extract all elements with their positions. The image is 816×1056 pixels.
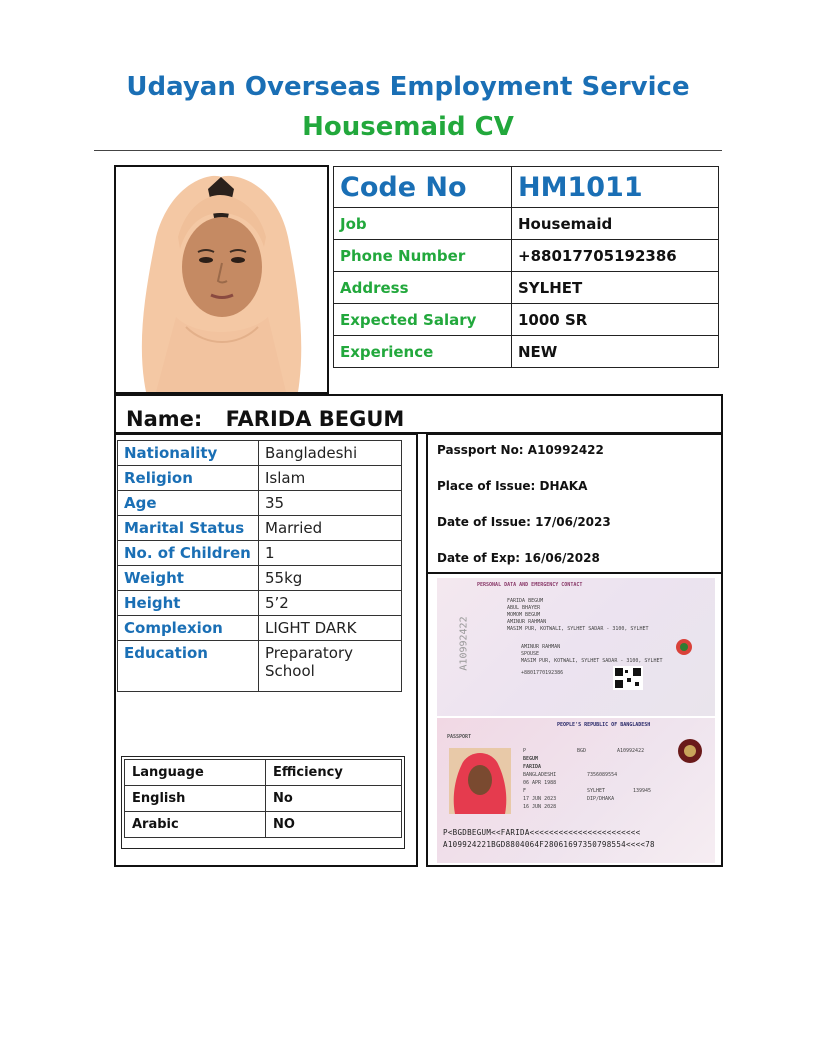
scan-father: ABUL BHAYER [507,605,541,611]
table-row [125,760,402,786]
company-title: Udayan Overseas Employment Service [126,72,690,102]
job-label: Job [334,208,512,240]
document-title: Housemaid CV [302,112,514,142]
language-table [124,759,402,838]
scan-surname: BEGUM [523,756,539,762]
scan-issue-date: 17 JUN 2023 [523,796,557,802]
scan-personal-no: 7356089554 [587,772,618,778]
passport-number: Passport No: A10992422 [437,443,604,457]
passport-scan-photo-page [437,718,715,863]
table-row [118,516,402,541]
personal-details-table [117,440,402,692]
language-name: Arabic [125,812,266,838]
summary-row [334,336,719,368]
language-header: Language [125,760,266,786]
passport-issue-date: Date of Issue: 17/06/2023 [437,515,611,529]
scan-telephone: +8801770192386 [521,670,564,676]
scan-pp-no: A10992422 [617,748,645,754]
code-row [334,167,719,208]
language-efficiency: No [266,786,402,812]
scan-nationality: BANGLADESHI [523,772,557,778]
table-row [118,641,402,692]
address-value: SYLHET [512,272,719,304]
religion-label: Religion [118,466,259,491]
code-value: HM1011 [512,167,719,208]
religion-value: Islam [259,466,402,491]
scan-spouse: AMINUR RAHMAN [507,619,547,625]
address-label: Address [334,272,512,304]
summary-row [334,240,719,272]
marital-status-value: Married [259,516,402,541]
passport-divider [428,572,721,574]
nationality-value: Bangladeshi [259,441,402,466]
scan-code: BGD [577,748,587,754]
table-row [118,591,402,616]
table-row [125,812,402,838]
summary-row [334,304,719,336]
education-value: Preparatory School [259,641,402,692]
passport-place-of-issue: Place of Issue: DHAKA [437,479,588,493]
mrz-line-1: P<BGDBEGUM<<FARIDA<<<<<<<<<<<<<<<<<<<<<<< [443,828,641,837]
children-label: No. of Children [118,541,259,566]
mrz-line-2: A109924221BGD8804064F28061697350798554<<<<78 [443,840,655,849]
scan-ec-address: MASIM PUR, KOTWALI, SYLHET SADAR - 3100, SYLHET [521,658,663,664]
marital-status-label: Marital Status [118,516,259,541]
complexion-value: LIGHT DARK [259,616,402,641]
education-label: Education [118,641,259,692]
passport-scan-personal-data [437,578,715,716]
summary-row [334,208,719,240]
salary-label: Expected Salary [334,304,512,336]
table-row [118,466,402,491]
age-value: 35 [259,491,402,516]
table-row [118,616,402,641]
height-value: 5’2 [259,591,402,616]
name-bar [114,394,723,434]
candidate-name: FARIDA BEGUM [225,407,405,431]
experience-value: NEW [512,336,719,368]
table-row [118,441,402,466]
age-label: Age [118,491,259,516]
qr-code-icon [613,666,643,690]
language-efficiency: NO [266,812,402,838]
phone-label: Phone Number [334,240,512,272]
scan-ec-name: AMINUR RAHMAN [521,644,561,650]
weight-label: Weight [118,566,259,591]
passport-emblem-icon [677,738,703,764]
phone-value: +88017705192386 [512,240,719,272]
nationality-label: Nationality [118,441,259,466]
efficiency-header: Efficiency [266,760,402,786]
salary-value: 1000 SR [512,304,719,336]
table-row [118,541,402,566]
scan-expiry: 16 JUN 2028 [523,804,557,810]
scan-relationship: SPOUSE [521,651,540,657]
summary-row [334,272,719,304]
complexion-label: Complexion [118,616,259,641]
scan-mother: MOMOM BEGUM [507,612,541,618]
scan-side-number: A10992422 [458,616,470,671]
scan-passport-label: PASSPORT [447,734,472,740]
experience-label: Experience [334,336,512,368]
header-divider [94,150,722,151]
scan-birth-place: SYLHET [587,788,606,794]
passport-expiry-date: Date of Exp: 16/06/2028 [437,551,600,565]
passport-holder-photo [449,748,511,814]
scan-heading: PERSONAL DATA AND EMERGENCY CONTACT [477,582,583,588]
height-label: Height [118,591,259,616]
children-value: 1 [259,541,402,566]
scan-dob: 06 APR 1988 [523,780,557,786]
candidate-photo-frame [114,165,329,394]
scan-authority: DIP/DHAKA [587,796,615,802]
name-label: Name: [126,407,203,431]
code-label: Code No [334,167,512,208]
candidate-photo [116,167,327,392]
scan-prev-no: 139945 [633,788,652,794]
table-row [125,786,402,812]
job-value: Housemaid [512,208,719,240]
bangladesh-emblem-icon [675,638,693,656]
summary-table [333,166,719,368]
weight-value: 55kg [259,566,402,591]
scan-address: MASIM PUR, KOTWALI, SYLHET SADAR - 3100, SYLHET [507,626,649,632]
scan-name: FARIDA BEGUM [507,598,544,604]
scan-given-name: FARIDA [523,764,542,770]
scan-sex: F [523,788,527,794]
scan-type: P [523,748,527,754]
table-row [118,491,402,516]
table-row [118,566,402,591]
scan-country: PEOPLE'S REPUBLIC OF BANGLADESH [557,722,651,728]
language-name: English [125,786,266,812]
